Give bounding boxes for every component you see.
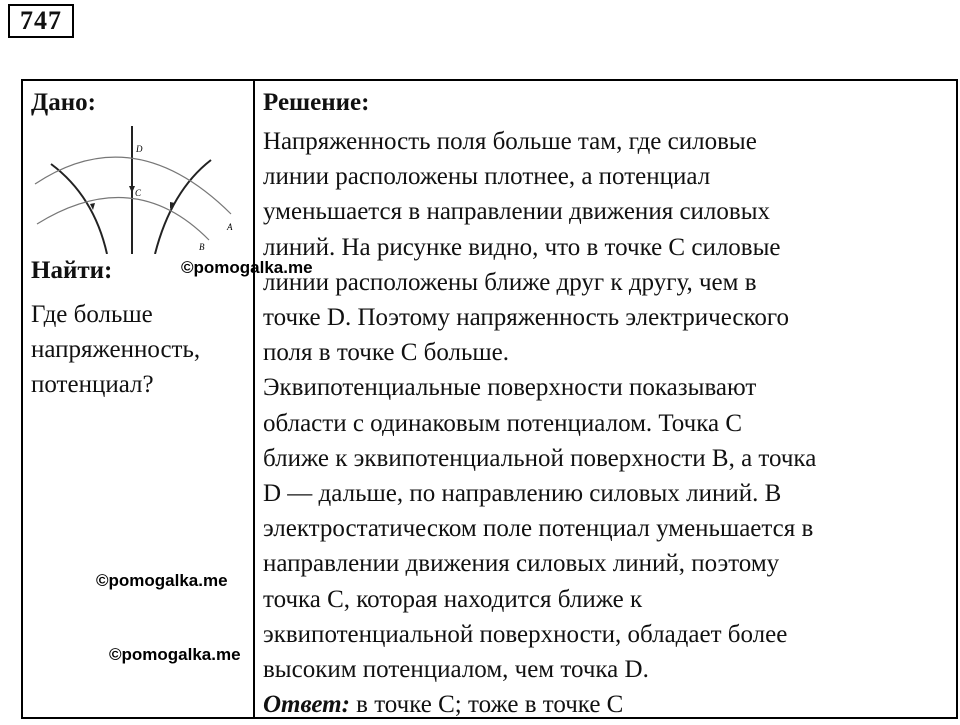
- watermark: ©pomogalka.me: [181, 258, 313, 277]
- solution-line: уменьшается в направлении движения силовых: [263, 198, 770, 226]
- answer-text: в точке С; тоже в точке С: [349, 691, 624, 719]
- solution-line: D — дальше, по направлению силовых линий. В: [263, 480, 782, 508]
- solution-line: высоким потенциалом, чем точка D.: [263, 656, 649, 684]
- find-line: напряженность,: [31, 336, 201, 363]
- solution-line: электростатическом поле потенциал уменьшается в: [263, 515, 814, 543]
- solution-line: направлении движения силовых линий, поэтому: [263, 550, 780, 578]
- solution-table: [21, 79, 958, 719]
- solution-line: ближе к эквипотенциальной поверхности В, а точка: [263, 444, 817, 472]
- field-lines-figure: [29, 126, 239, 254]
- solution-line: поля в точке С больше.: [263, 339, 510, 367]
- solution-line: точке D. Поэтому напряженность электрического: [263, 304, 790, 332]
- solution-line: эквипотенциальной поверхности, обладает более: [263, 620, 788, 648]
- solution-line: линии расположены ближе друг к другу, чем в: [263, 268, 757, 296]
- solution-line: Эквипотенциальные поверхности показывают: [263, 374, 757, 402]
- column-divider: [253, 81, 255, 717]
- find-line: потенциал?: [31, 371, 154, 398]
- find-heading: Найти:: [31, 257, 113, 284]
- solution-line: линий. На рисунке видно, что в точке С силовые: [263, 233, 781, 261]
- given-heading: Дано:: [31, 89, 96, 116]
- solution-line: Напряженность поля больше там, где силовые: [263, 128, 757, 155]
- solution-heading: Решение:: [263, 89, 370, 116]
- answer-label: Ответ:: [263, 691, 350, 719]
- solution-line: области с одинаковым потенциалом. Точка С: [263, 409, 743, 437]
- label-b: B: [199, 242, 205, 252]
- solution-body: [263, 124, 953, 722]
- field-line-left: [51, 164, 107, 254]
- watermark: ©pomogalka.me: [109, 645, 241, 664]
- find-line: Где больше: [31, 301, 153, 328]
- find-question: [31, 297, 246, 402]
- watermark: ©pomogalka.me: [96, 571, 228, 590]
- answer-line: [263, 687, 953, 722]
- solution-line: линии расположены плотнее, а потенциал: [263, 163, 711, 191]
- solution-line: точка С, которая находится ближе к: [263, 585, 643, 613]
- label-c: C: [135, 188, 142, 198]
- label-a: A: [227, 222, 233, 232]
- equipotential-inner: [37, 198, 209, 240]
- label-d: D: [136, 144, 143, 154]
- problem-number: 747: [8, 4, 74, 38]
